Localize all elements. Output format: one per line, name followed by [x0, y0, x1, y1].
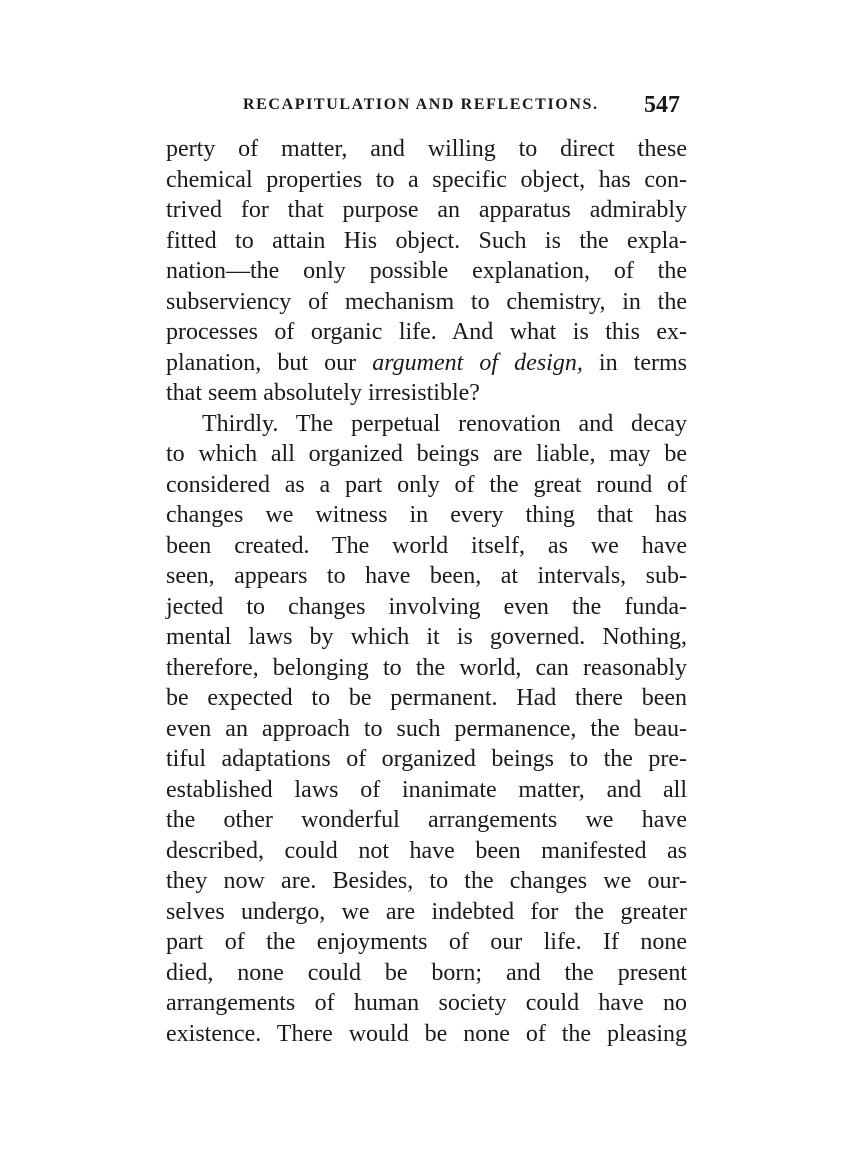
running-head [243, 92, 680, 120]
paragraph-first-line: Thirdly. The perpetual renovation and decay [202, 410, 687, 437]
text-line: the other wonderful arrangements we have [166, 807, 687, 833]
text-line: that seem absolutely irresistible? [166, 380, 480, 406]
text-line: selves undergo, we are indebted for the greater [166, 898, 687, 925]
text-line: subserviency of mechanism to chemistry, in the [166, 288, 687, 315]
text-line: existence. There would be none of the pleasing [166, 1020, 687, 1047]
text-line [166, 348, 687, 379]
text-line: considered as a part only of the great round of [166, 471, 687, 498]
italic-phrase: argument of design, [372, 349, 583, 376]
running-head-title: RECAPITULATION AND REFLECTIONS. [243, 96, 599, 113]
text-line: processes of organic life. And what is this ex- [166, 319, 687, 345]
line-text: in terms [582, 349, 688, 376]
text-line: tiful adaptations of organized beings to the pre- [166, 746, 687, 772]
text-line: perty of matter, and willing to direct these [166, 136, 687, 162]
line-text: planation, but our [166, 349, 373, 376]
text-line: arrangements of human society could have no [166, 990, 687, 1016]
text-line: be expected to be permanent. Had there been [166, 685, 687, 711]
text-line: even an approach to such permanence, the beau- [166, 715, 687, 742]
text-line: been created. The world itself, as we have [166, 532, 687, 559]
text-line: described, could not have been manifested as [166, 837, 687, 864]
text-line: fitted to attain His object. Such is the expla- [166, 227, 687, 254]
text-line: nation—the only possible explanation, of the [166, 258, 687, 284]
text-line: changes we witness in every thing that has [166, 502, 687, 528]
text-line: to which all organized beings are liable, may be [166, 441, 687, 467]
text-line: jected to changes involving even the funda- [166, 593, 687, 620]
text-line: established laws of inanimate matter, and all [166, 776, 687, 803]
page-number: 547 [644, 92, 680, 118]
text-line: died, none could be born; and the present [166, 959, 687, 986]
text-line: chemical properties to a specific object, has con- [166, 166, 687, 193]
text-line: they now are. Besides, to the changes we our- [166, 868, 687, 894]
text-line: trived for that purpose an apparatus admirably [166, 197, 687, 223]
text-line: seen, appears to have been, at intervals, sub- [166, 563, 687, 589]
text-line: mental laws by which it is governed. Nothing, [166, 624, 687, 650]
text-line: therefore, belonging to the world, can reasonably [166, 654, 687, 681]
text-line: part of the enjoyments of our life. If none [166, 929, 687, 955]
